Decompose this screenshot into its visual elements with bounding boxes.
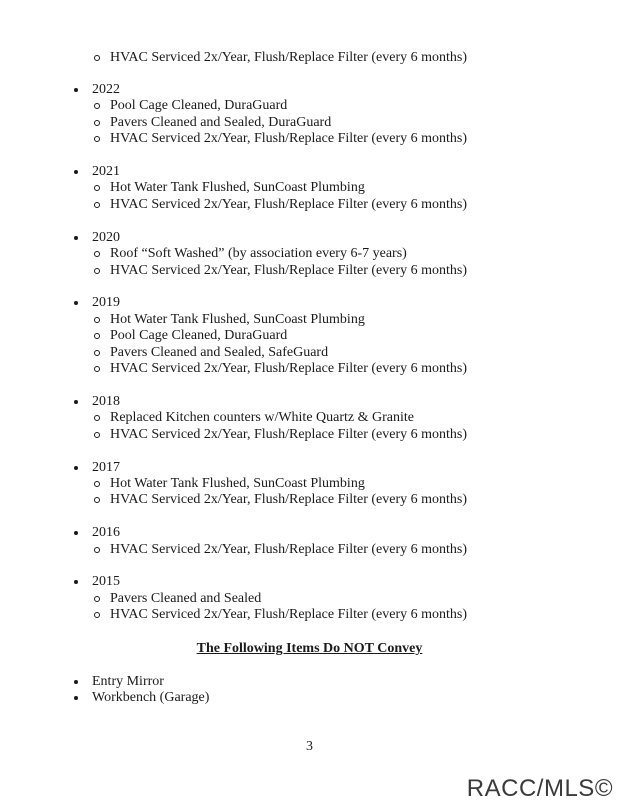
- bullet-icon: [74, 680, 78, 684]
- year-group: [0, 295, 619, 377]
- bullet-icon: [74, 170, 78, 174]
- sub-item-text: HVAC Serviced 2x/Year, Flush/Replace Filter (every 6 months): [110, 541, 468, 557]
- year-label: 2021: [92, 164, 120, 180]
- exclusion-text: Entry Mirror: [92, 674, 164, 689]
- hollow-bullet-icon: [94, 612, 100, 618]
- sub-list-item: [0, 246, 619, 262]
- sub-item-text: Replaced Kitchen counters w/White Quartz & Granite: [110, 410, 414, 426]
- sub-list-item: [0, 312, 619, 328]
- year-list-item: [0, 394, 619, 410]
- hollow-bullet-icon: [94, 120, 100, 126]
- sub-item-text: Pavers Cleaned and Sealed, DuraGuard: [110, 114, 332, 130]
- sub-item-text: Hot Water Tank Flushed, SunCoast Plumbing: [110, 475, 365, 491]
- sub-list-item: [0, 197, 619, 213]
- sub-item-text: Pavers Cleaned and Sealed: [110, 590, 262, 606]
- year-group: [0, 574, 619, 623]
- year-label: 2020: [92, 229, 120, 245]
- sub-item-text: HVAC Serviced 2x/Year, Flush/Replace Filter (every 6 months): [110, 196, 468, 212]
- sub-list-item: [0, 607, 619, 623]
- year-label: 2019: [92, 295, 120, 311]
- hollow-bullet-icon: [94, 350, 100, 356]
- year-label: 2018: [92, 393, 120, 409]
- maintenance-history-list: [0, 82, 619, 640]
- continued-sub-item: [110, 50, 467, 66]
- sub-list-item: [0, 328, 619, 344]
- exclusion-item: [0, 690, 619, 706]
- sub-list-item: [0, 492, 619, 508]
- hollow-bullet-icon: [94, 333, 100, 339]
- year-group: [0, 230, 619, 279]
- page-number: 3: [306, 739, 313, 754]
- year-group: [0, 525, 619, 558]
- sub-item-text: HVAC Serviced 2x/Year, Flush/Replace Filter (every 6 months): [110, 50, 468, 65]
- sub-item-text: HVAC Serviced 2x/Year, Flush/Replace Filter (every 6 months): [110, 492, 468, 508]
- sub-item-text: Roof “Soft Washed” (by association every 6-7 years): [110, 246, 407, 262]
- year-label: 2017: [92, 459, 120, 475]
- sub-list-item: [0, 542, 619, 558]
- year-label: 2015: [92, 574, 120, 590]
- sub-list-item: [0, 115, 619, 131]
- bullet-icon: [74, 301, 78, 305]
- bullet-icon: [74, 531, 78, 535]
- bullet-icon: [74, 400, 78, 404]
- sub-item-text: Hot Water Tank Flushed, SunCoast Plumbing: [110, 311, 365, 327]
- sub-item-text: HVAC Serviced 2x/Year, Flush/Replace Filter (every 6 months): [110, 131, 468, 147]
- hollow-bullet-icon: [94, 596, 100, 602]
- sub-item-text: Hot Water Tank Flushed, SunCoast Plumbing: [110, 180, 365, 196]
- sub-item-text: HVAC Serviced 2x/Year, Flush/Replace Filter (every 6 months): [110, 262, 468, 278]
- year-list-item: [0, 460, 619, 476]
- year-group: [0, 394, 619, 443]
- hollow-bullet-icon: [94, 432, 100, 438]
- year-list-item: [0, 525, 619, 541]
- year-list-item: [0, 164, 619, 180]
- year-label: 2016: [92, 525, 120, 541]
- year-group: [0, 460, 619, 509]
- year-list-item: [0, 295, 619, 311]
- sub-list-item: [0, 131, 619, 147]
- hollow-bullet-icon: [94, 415, 100, 421]
- sub-item-text: HVAC Serviced 2x/Year, Flush/Replace Filter (every 6 months): [110, 360, 468, 376]
- hollow-bullet-icon: [94, 103, 100, 109]
- sub-list-item: [0, 263, 619, 279]
- exclusion-text: Workbench (Garage): [92, 690, 210, 706]
- bullet-icon: [74, 88, 78, 92]
- sub-list-item: [0, 98, 619, 114]
- mls-watermark: RACC/MLS©: [466, 775, 613, 802]
- hollow-bullet-icon: [94, 268, 100, 274]
- year-list-item: [0, 574, 619, 590]
- sub-item-text: Pavers Cleaned and Sealed, SafeGuard: [110, 344, 329, 360]
- bullet-icon: [74, 696, 78, 700]
- sub-list-item: [0, 427, 619, 443]
- hollow-bullet-icon: [94, 202, 100, 208]
- bullet-icon: [74, 466, 78, 470]
- hollow-bullet-icon: [94, 317, 100, 323]
- exclusions-heading: The Following Items Do NOT Convey: [196, 641, 423, 656]
- hollow-bullet-icon: [94, 55, 100, 61]
- year-label: 2022: [92, 82, 120, 97]
- sub-item-text: Pool Cage Cleaned, DuraGuard: [110, 328, 288, 344]
- year-list-item: [0, 82, 619, 98]
- hollow-bullet-icon: [94, 481, 100, 487]
- sub-item-text: HVAC Serviced 2x/Year, Flush/Replace Filter (every 6 months): [110, 426, 468, 442]
- sub-list-item: [0, 591, 619, 607]
- sub-list-item: [0, 361, 619, 377]
- sub-item-text: Pool Cage Cleaned, DuraGuard: [110, 98, 288, 114]
- sub-list-item: [0, 180, 619, 196]
- hollow-bullet-icon: [94, 251, 100, 257]
- exclusion-item: [0, 674, 619, 690]
- exclusions-list: [0, 674, 619, 707]
- sub-list-item: [0, 476, 619, 492]
- hollow-bullet-icon: [94, 136, 100, 142]
- year-list-item: [0, 230, 619, 246]
- sub-item-text: HVAC Serviced 2x/Year, Flush/Replace Filter (every 6 months): [110, 607, 468, 623]
- bullet-icon: [74, 580, 78, 584]
- sub-list-item: [0, 345, 619, 361]
- hollow-bullet-icon: [94, 366, 100, 372]
- year-group: [0, 164, 619, 213]
- year-group: [0, 82, 619, 148]
- hollow-bullet-icon: [94, 185, 100, 191]
- hollow-bullet-icon: [94, 547, 100, 553]
- hollow-bullet-icon: [94, 497, 100, 503]
- sub-list-item: [0, 410, 619, 426]
- bullet-icon: [74, 236, 78, 240]
